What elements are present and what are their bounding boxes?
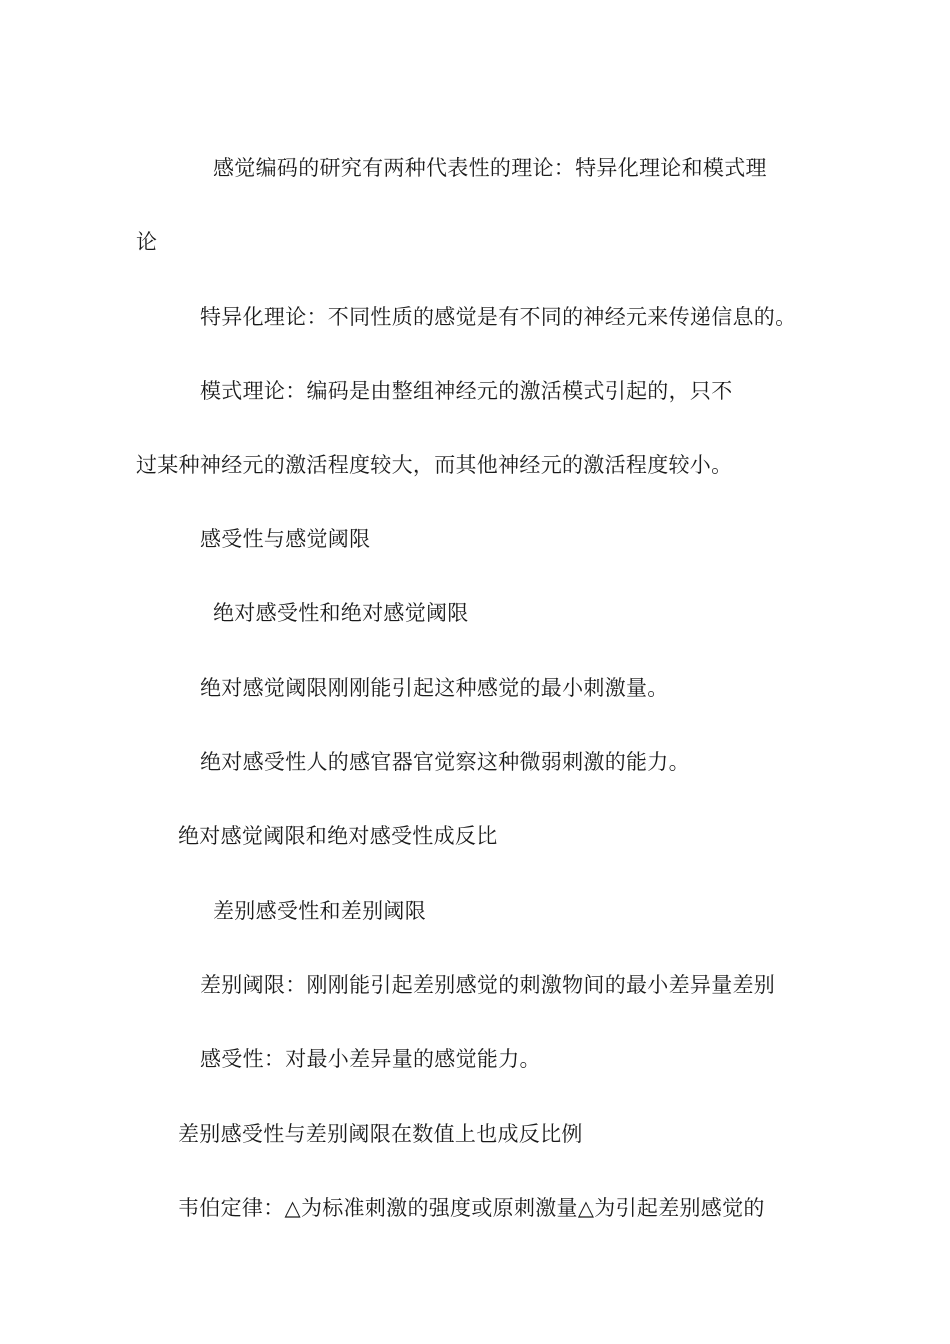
text-line-3: 特异化理论：不同性质的感觉是有不同的神经元来传递信息的。 [200,305,797,329]
text-line-2: 论 [136,230,158,254]
text-line-13: 感受性：对最小差异量的感觉能力。 [200,1047,541,1071]
text-line-5: 过某种神经元的激活程度较大，而其他神经元的激活程度较小。 [136,453,733,477]
text-line-14: 差别感受性与差别阈限在数值上也成反比例 [178,1122,583,1146]
text-line-15: 韦伯定律：△为标准刺激的强度或原刺激量△为引起差别感觉的 [178,1196,765,1220]
text-line-1: 感觉编码的研究有两种代表性的理论：特异化理论和模式理 [213,156,767,180]
text-line-9: 绝对感受性人的感官器官觉察这种微弱刺激的能力。 [200,750,690,774]
subheading-absolute: 绝对感受性和绝对感觉阈限 [213,601,469,625]
subheading-difference: 差别感受性和差别阈限 [213,899,426,923]
text-line-8: 绝对感觉阈限刚刚能引起这种感觉的最小刺激量。 [200,676,669,700]
text-line-4: 模式理论：编码是由整组神经元的激活模式引起的，只不 [200,379,733,403]
section-heading-sensitivity: 感受性与感觉阈限 [200,527,371,551]
text-line-10: 绝对感觉阈限和绝对感受性成反比 [178,824,498,848]
text-line-12: 差别阈限：刚刚能引起差别感觉的刺激物间的最小差异量差别 [200,973,776,997]
